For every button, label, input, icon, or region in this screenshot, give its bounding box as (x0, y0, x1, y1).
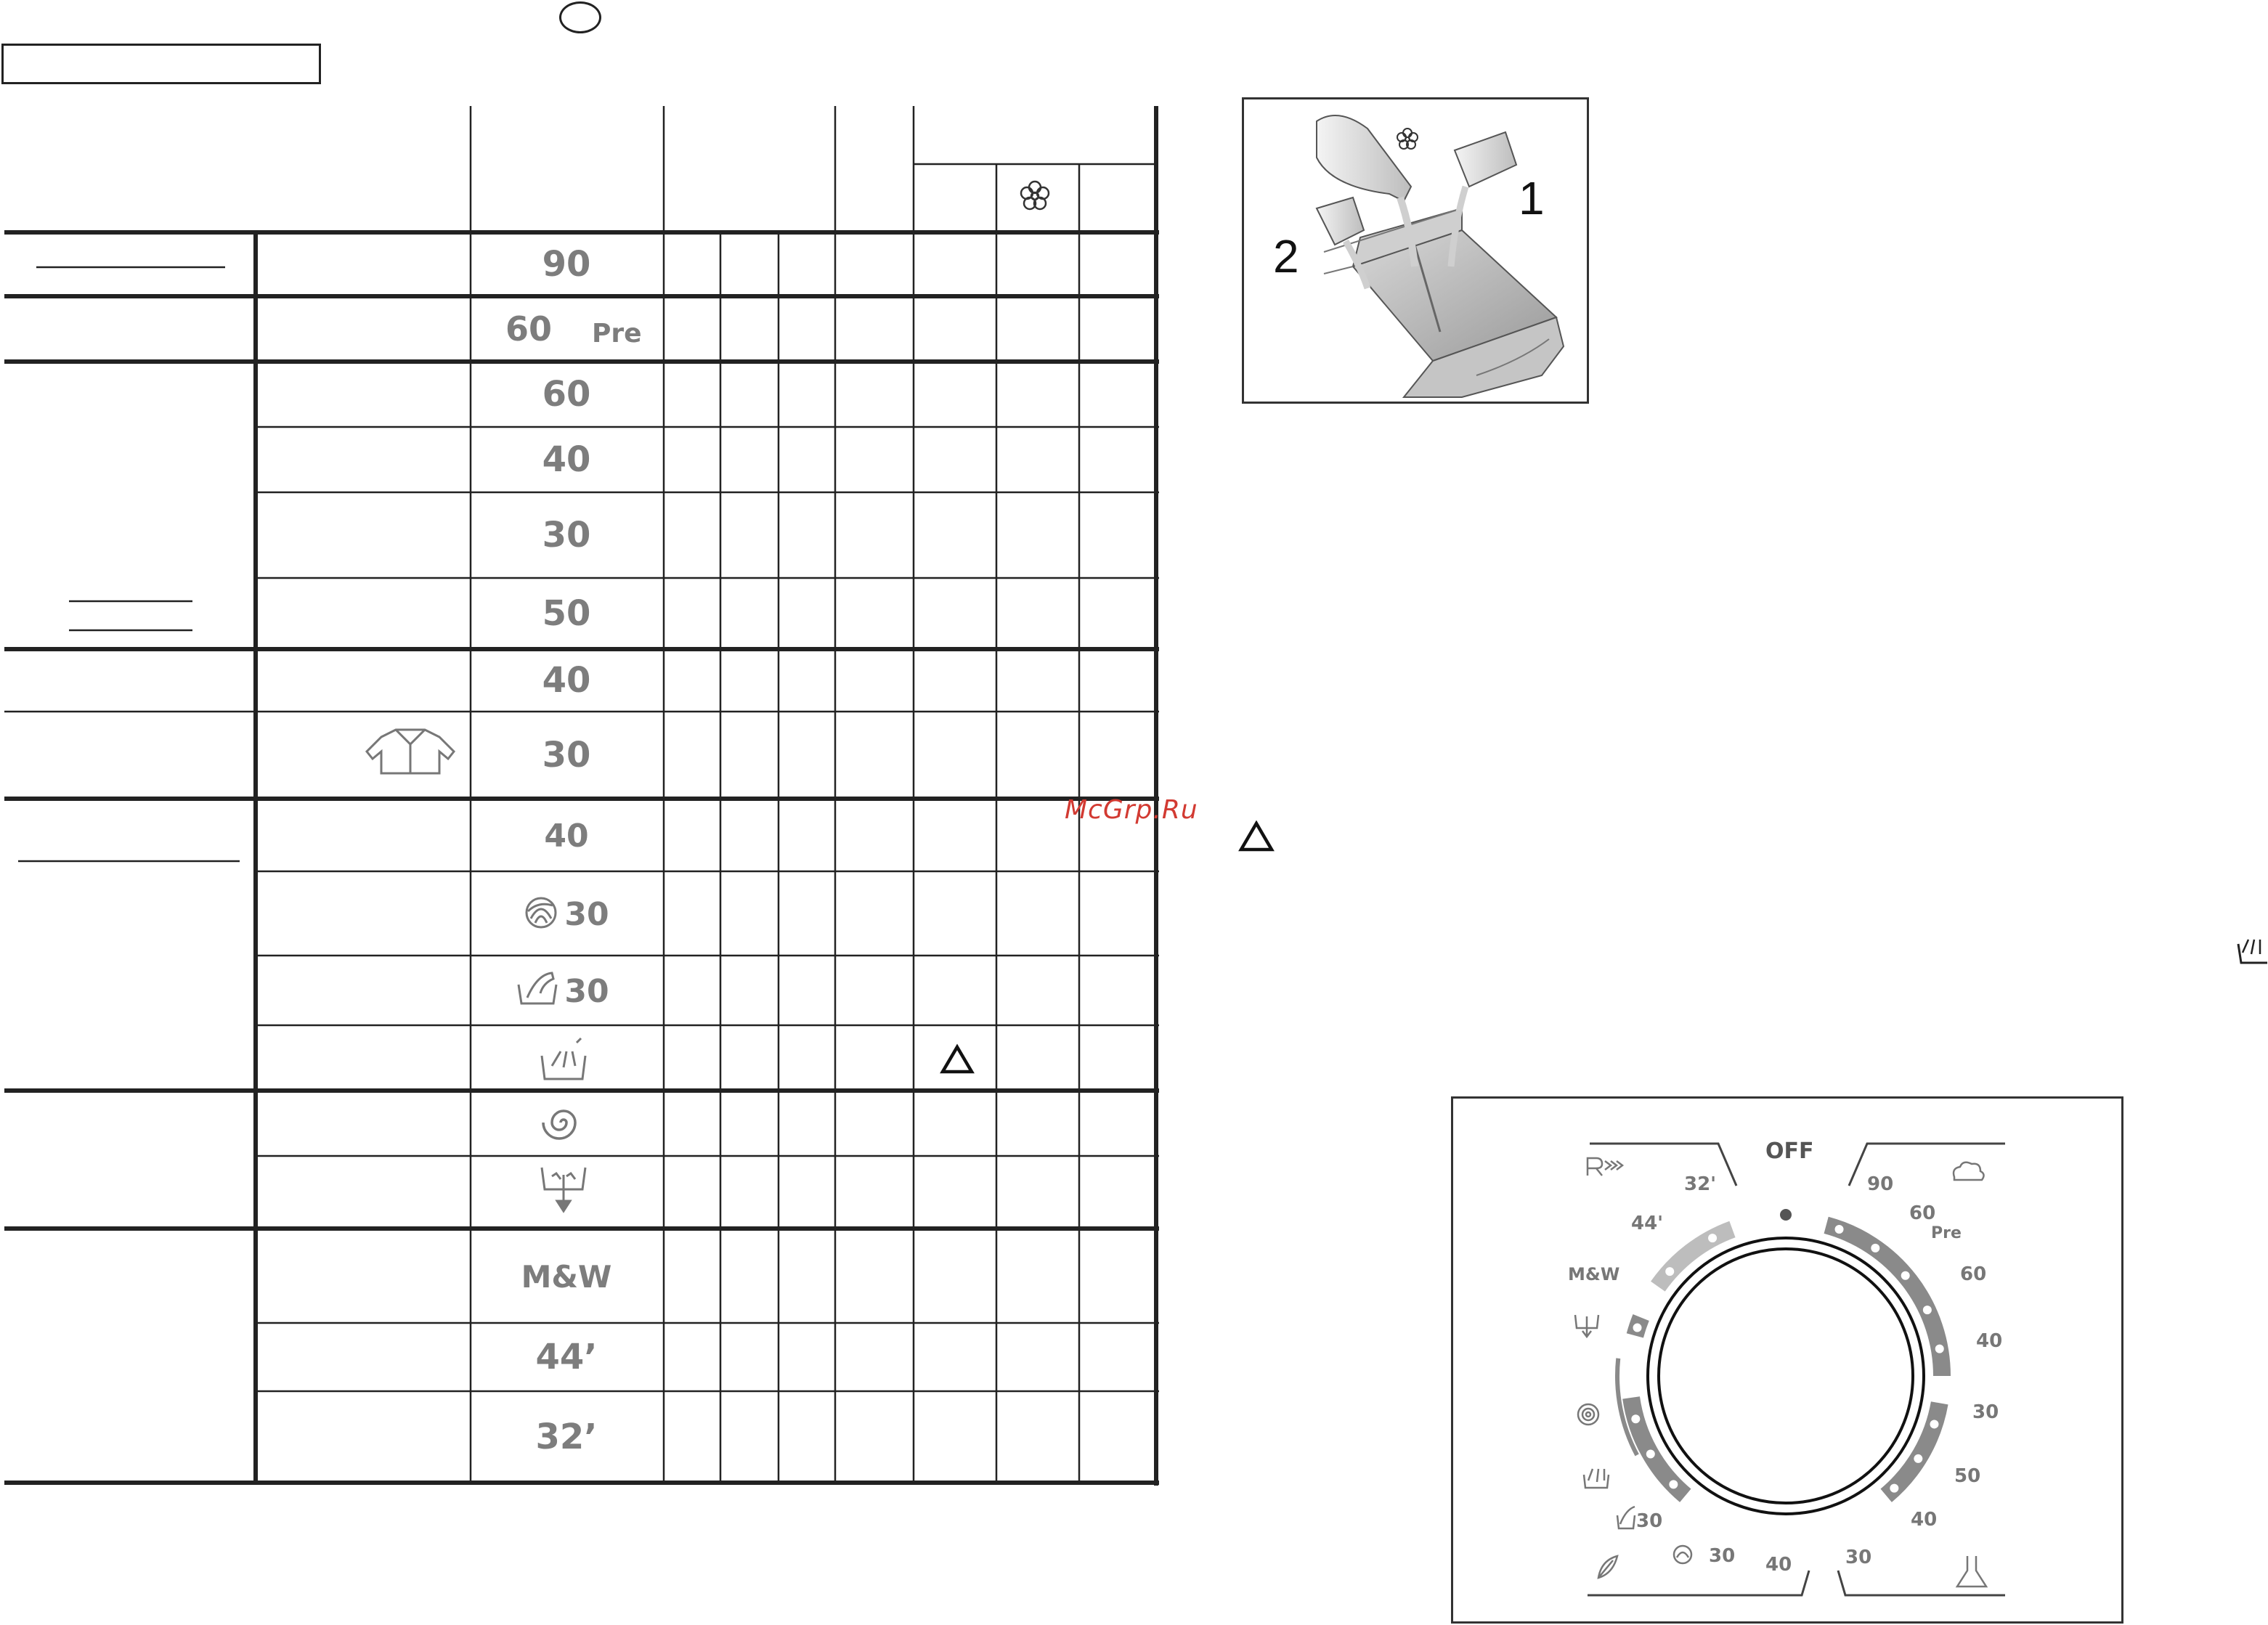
rinse-icon (2235, 931, 2268, 967)
compartment-1-label: 1 (1519, 172, 1545, 224)
programme-table (0, 0, 1176, 1496)
spin-icon (1578, 1404, 1598, 1425)
flower-icon (1021, 182, 1049, 209)
compartment-2-label: 2 (1273, 230, 1299, 282)
programme-dial-panel (1451, 1096, 2123, 1624)
dispenser-illustration (1242, 97, 1589, 404)
programme-temp-label: 32’ (535, 1417, 598, 1457)
programme-temp-label: 50 (542, 593, 591, 634)
programme-temp-label: 30 (564, 973, 609, 1010)
dial-mw-label: M&W (1568, 1264, 1620, 1284)
dial-temp-label: 30 (1709, 1545, 1736, 1567)
dial-quick-label: 32' (1684, 1173, 1717, 1195)
dial-temp-label: 30 (1636, 1510, 1663, 1532)
synthetic-icon (1957, 1556, 1986, 1587)
wool-icon (1674, 1546, 1691, 1563)
watermark: McGrp.Ru (1065, 795, 1198, 825)
programme-temp-label: 60 (542, 374, 591, 415)
programme-dial[interactable] (1453, 1099, 2121, 1621)
drain-icon (1575, 1315, 1598, 1337)
dial-temp-label: 40 (1911, 1509, 1938, 1531)
programme-temp-label: 30 (542, 515, 591, 555)
dial-temp-label: 50 (1954, 1465, 1981, 1487)
rinse-icon (1584, 1469, 1609, 1488)
flower-icon (1397, 129, 1418, 149)
dial-temp-label: 60 (1960, 1263, 1987, 1285)
dial-temp-label: 40 (1765, 1554, 1792, 1576)
programme-temp-label: 30 (564, 896, 609, 933)
dial-temp-label: 60 (1909, 1202, 1936, 1224)
warning-triangle-icon (1238, 820, 1275, 852)
programme-temp-label: 44’ (535, 1337, 598, 1377)
rinse-icon (542, 1038, 585, 1079)
programme-temp-label: 60 (505, 309, 553, 349)
programme-temp-label: M&W (521, 1259, 612, 1295)
cotton-icon (1954, 1162, 1984, 1180)
hand-wash-icon (519, 973, 556, 1003)
dial-prewash-label: Pre (1931, 1224, 1962, 1242)
shirt-icon (367, 730, 454, 773)
dial-temp-label: 90 (1867, 1173, 1894, 1195)
drain-icon (542, 1168, 585, 1211)
dial-quick-label: 44' (1631, 1213, 1664, 1234)
dial-temp-label: 30 (1845, 1547, 1872, 1568)
programme-temp-label: 40 (544, 818, 589, 855)
programme-temp-label: 30 (542, 735, 591, 775)
dial-off-label: OFF (1765, 1139, 1814, 1164)
delicate-icon (1598, 1556, 1617, 1578)
warning-triangle-icon (943, 1047, 972, 1072)
programme-temp-label: 40 (542, 439, 591, 480)
hand-wash-icon (1617, 1507, 1635, 1528)
dial-temp-label: 30 (1972, 1401, 1999, 1423)
programme-temp-label: 90 (542, 244, 591, 285)
dial-temp-label: 40 (1976, 1330, 2003, 1352)
wool-icon (527, 898, 556, 927)
programme-temp-label: 40 (542, 660, 591, 701)
rapid-icon (1588, 1158, 1622, 1176)
spin-icon (543, 1111, 575, 1139)
prewash-label: Pre (592, 319, 642, 349)
